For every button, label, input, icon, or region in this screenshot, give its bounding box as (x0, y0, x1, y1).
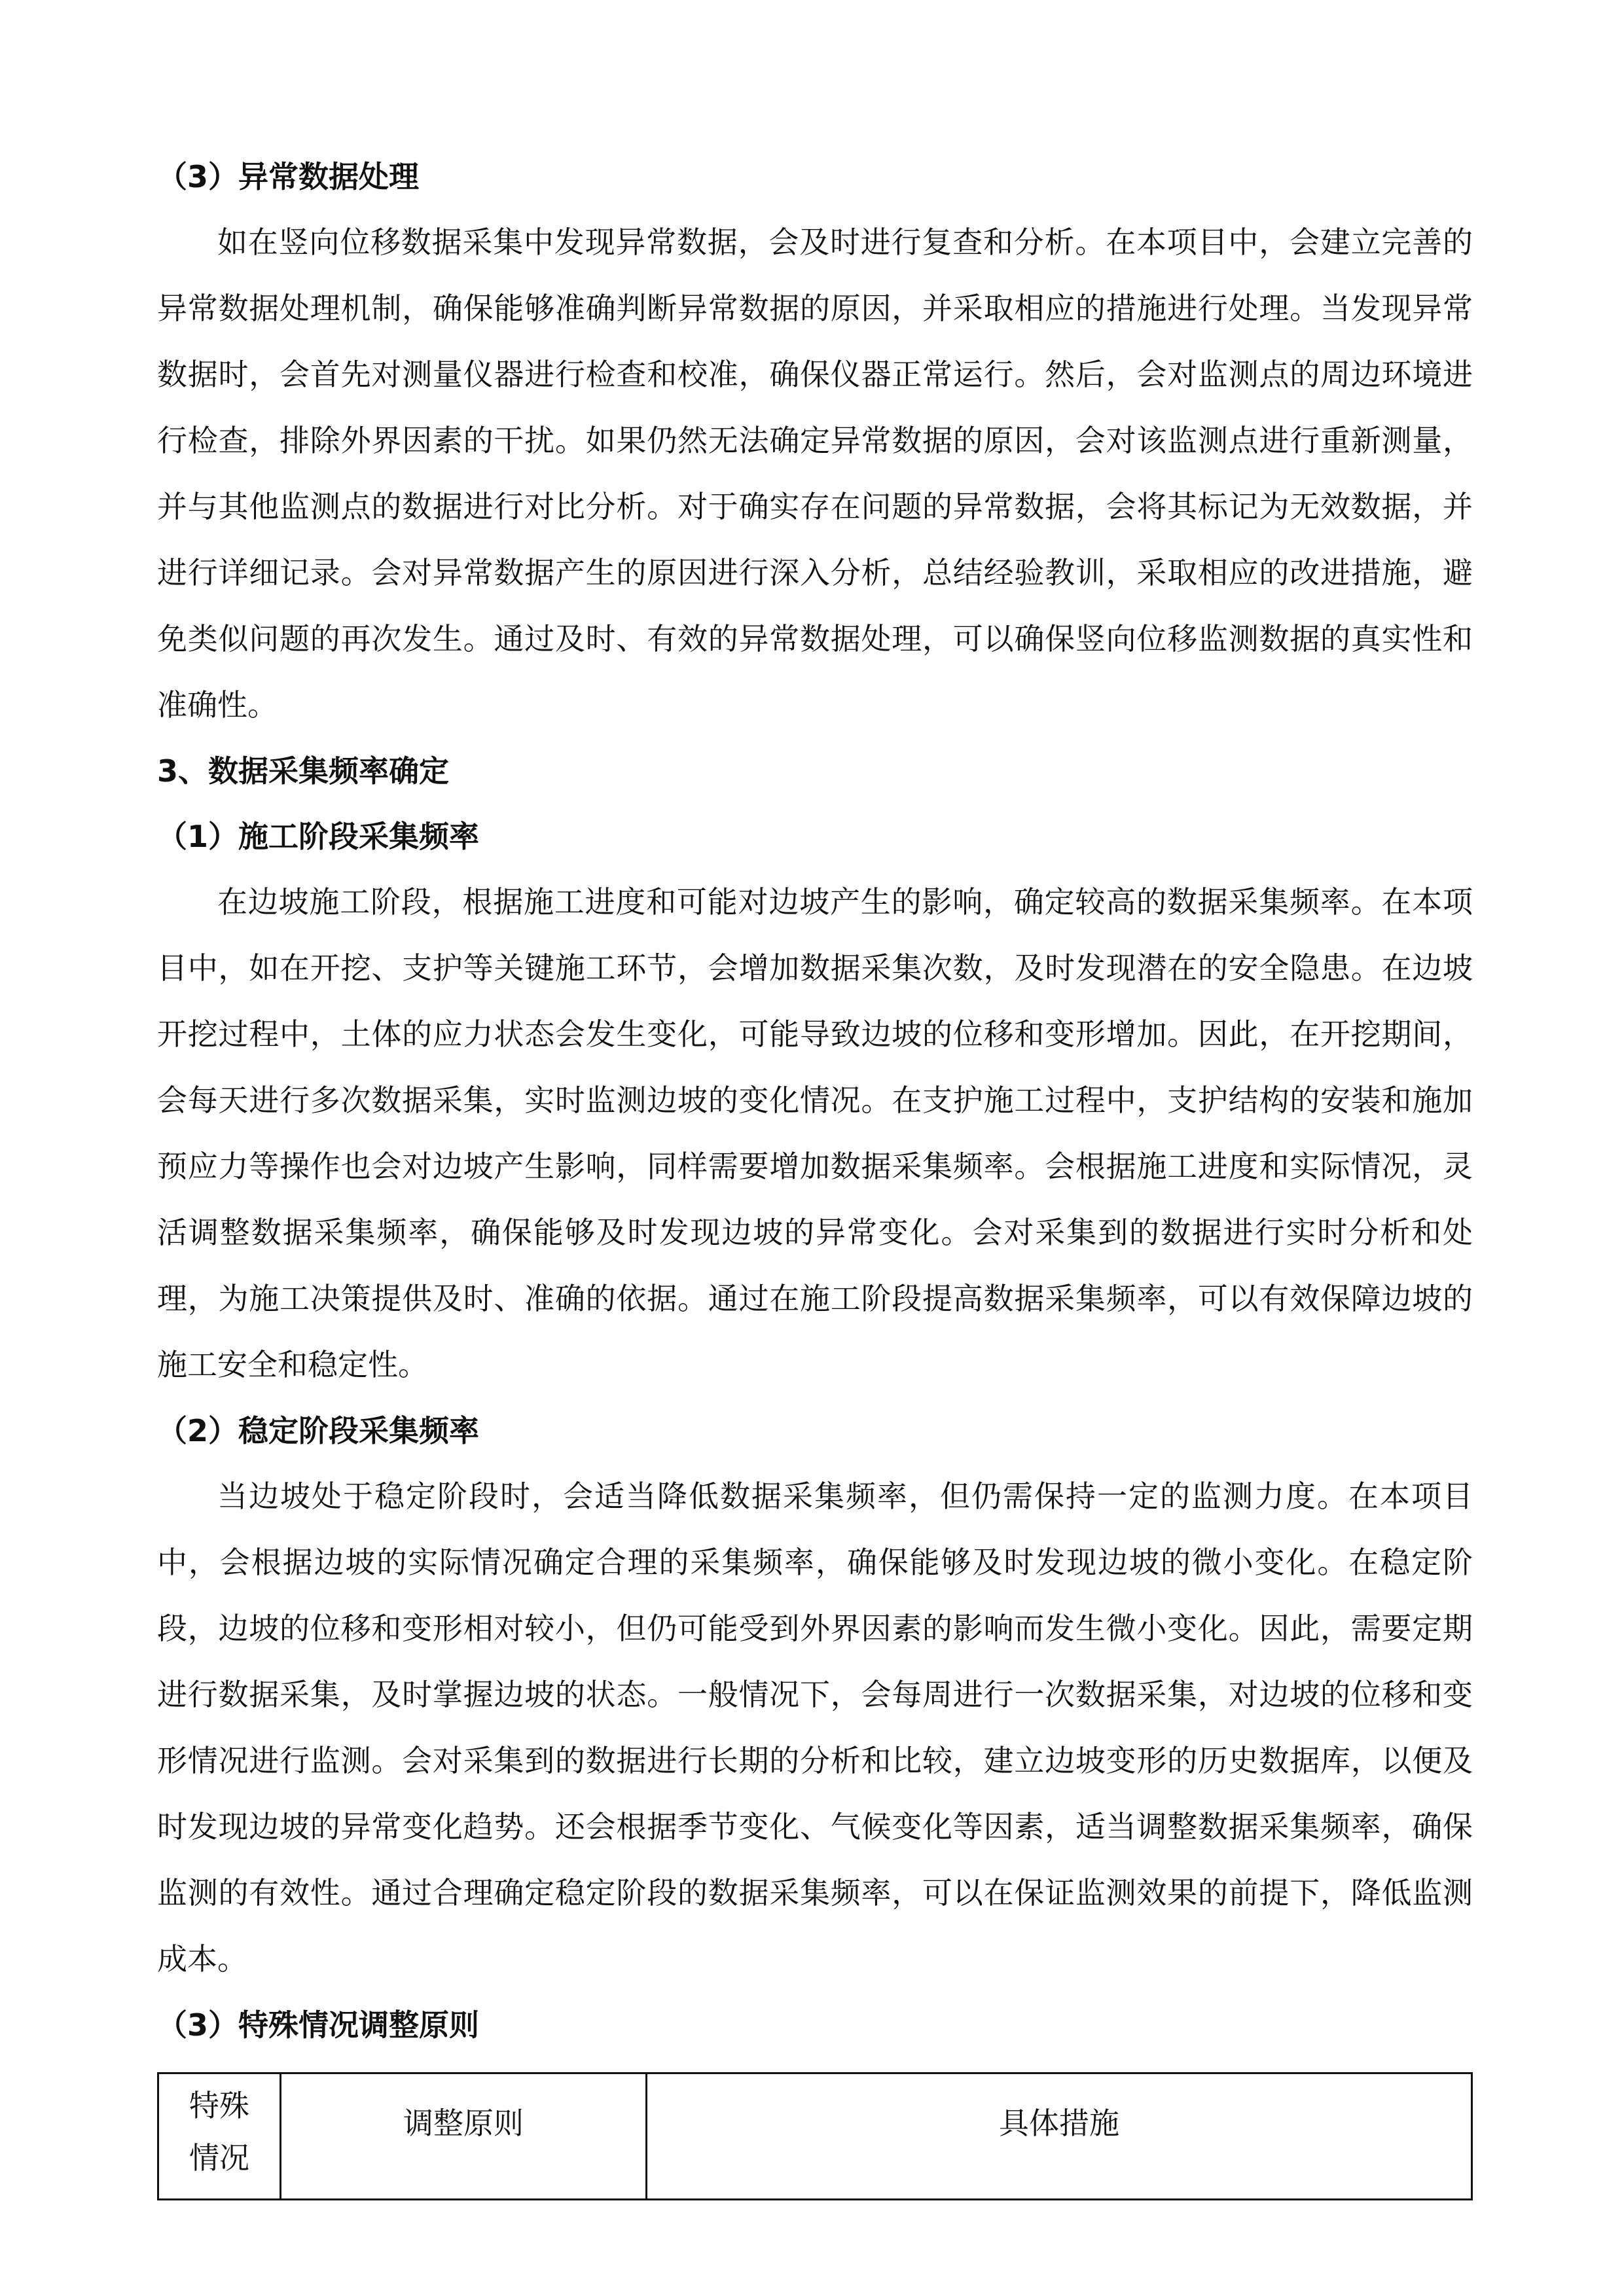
section-heading-special-cases: （3）特殊情况调整原则 (157, 2007, 480, 2043)
table-header-row (158, 2073, 1472, 2200)
header-adjust-principle-text: 调整原则 (403, 2106, 524, 2141)
section-heading-frequency: 3、数据采集频率确定 (157, 753, 450, 789)
table-header-special-case (158, 2073, 281, 2200)
paragraph-stable-stage: 当边坡处于稳定阶段时，会适当降低数据采集频率，但仍需保持一定的监测力度。在本项目中，会根据边坡的实际情况确定合理的采集频率，确保能够及时发现边坡的微小变化。在稳定阶段，边坡的位移和变形相对较小，但仍可能受到外界因素的影响而发生微小变化。因此，需要定期进行数据采集，及时掌握边坡的状态。一般情况下，会每周进行一次数据采集，对边坡的位移和变形情况进行监测。会对采集到的数据进行长期的分析和比较，建立边坡变形的历史数据库，以便及时发现边坡的异常变化趋势。还会根据季节变化、气候变化等因素，适当调整数据采集频率，确保监测的有效性。通过合理确定稳定阶段的数据采集频率，可以在保证监测效果的前提下，降低监测成本。 (157, 1479, 1473, 1977)
document-content (157, 144, 1473, 2200)
section-heading-construction-stage: （1）施工阶段采集频率 (157, 819, 480, 854)
paragraph-abnormal-data: 如在竖向位移数据采集中发现异常数据，会及时进行复查和分析。在本项目中，会建立完善的异常数据处理机制，确保能够准确判断异常数据的原因，并采取相应的措施进行处理。当发现异常数据时，会首先对测量仪器进行检查和校准，确保仪器正常运行。然后，会对监测点的周边环境进行检查，排除外界因素的干扰。如果仍然无法确定异常数据的原因，会对该监测点进行重新测量，并与其他监测点的数据进行对比分析。对于确实存在问题的异常数据，会将其标记为无效数据，并进行详细记录。会对异常数据产生的原因进行深入分析，总结经验教训，采取相应的改进措施，避免类似问题的再次发生。通过及时、有效的异常数据处理，可以确保竖向位移监测数据的真实性和准确性。 (157, 224, 1473, 723)
paragraph-construction-stage: 在边坡施工阶段，根据施工进度和可能对边坡产生的影响，确定较高的数据采集频率。在本项目中，如在开挖、支护等关键施工环节，会增加数据采集次数，及时发现潜在的安全隐患。在边坡开挖过程中，土体的应力状态会发生变化，可能导致边坡的位移和变形增加。因此，在开挖期间，会每天进行多次数据采集，实时监测边坡的变化情况。在支护施工过程中，支护结构的安装和施加预应力等操作也会对边坡产生影响，同样需要增加数据采集频率。会根据施工进度和实际情况，灵活调整数据采集频率，确保能够及时发现边坡的异常变化。会对采集到的数据进行实时分析和处理，为施工决策提供及时、准确的依据。通过在施工阶段提高数据采集频率，可以有效保障边坡的施工安全和稳定性。 (157, 884, 1473, 1382)
table-header-measures (647, 2073, 1472, 2200)
header-special-case-line1: 特殊 (189, 2088, 249, 2123)
special-cases-table (157, 2072, 1473, 2200)
header-measures-text: 具体措施 (999, 2106, 1119, 2141)
section-heading-abnormal-data: （3）异常数据处理 (157, 159, 420, 194)
header-special-case-line2: 情况 (189, 2140, 249, 2176)
special-cases-table-wrapper (157, 2072, 1473, 2200)
header-special-case-text (188, 2079, 251, 2184)
table-header-adjust-principle (281, 2073, 647, 2200)
section-heading-stable-stage: （2）稳定阶段采集频率 (157, 1413, 480, 1448)
